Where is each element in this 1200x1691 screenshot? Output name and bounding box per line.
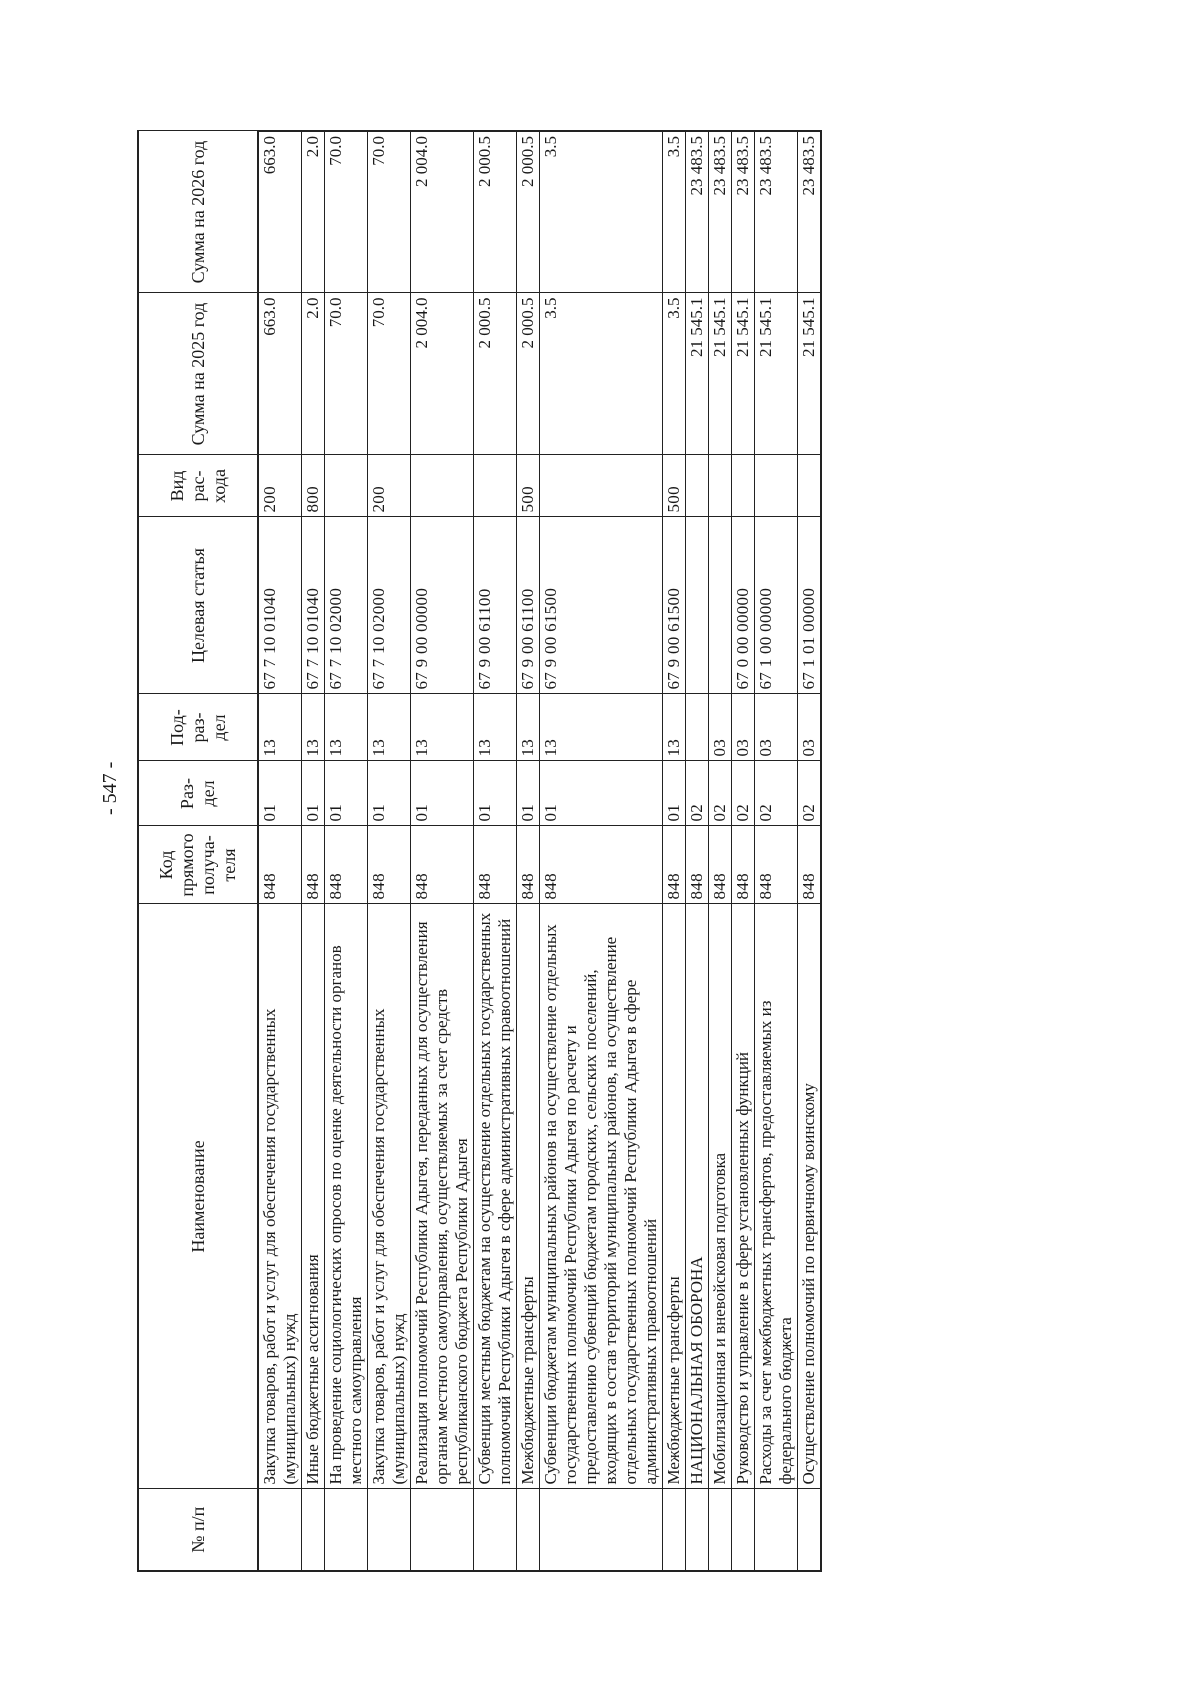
row-expense-type [540,455,663,517]
row-section: 01 [540,761,663,826]
row-name: Межбюджетные трансферты [663,904,686,1489]
row-expense-type [732,455,755,517]
row-sum-2026: 2.0 [302,131,325,293]
row-subsection: 13 [302,694,325,761]
row-num [686,1489,709,1571]
row-recipient-code: 848 [474,826,517,904]
row-subsection: 13 [540,694,663,761]
row-subsection: 13 [325,694,368,761]
row-recipient-code: 848 [325,826,368,904]
row-sum-2026: 2 000.5 [474,131,517,293]
row-expense-type: 500 [517,455,540,517]
row-section: 01 [474,761,517,826]
row-num [663,1489,686,1571]
row-section: 01 [302,761,325,826]
header-name: Наименование [138,904,258,1489]
row-name: Закупка товаров, работ и услуг для обеспечения государственных (муниципальных) нужд [258,904,302,1489]
row-target-article: 67 7 10 01040 [302,517,325,694]
row-num [540,1489,663,1571]
row-section: 01 [663,761,686,826]
row-expense-type [474,455,517,517]
row-recipient-code: 848 [798,826,822,904]
table-row [686,131,709,1571]
row-sum-2026: 3.5 [663,131,686,293]
row-sum-2026: 70.0 [368,131,411,293]
row-name: Осуществление полномочий по первичному воинскому [798,904,822,1489]
table-row [411,131,474,1571]
row-num [258,1489,302,1571]
row-num [325,1489,368,1571]
row-section: 02 [755,761,798,826]
row-target-article [686,517,709,694]
row-name: Иные бюджетные ассигнования [302,904,325,1489]
row-expense-type [325,455,368,517]
table-header-row [138,131,258,1571]
row-sum-2026: 3.5 [540,131,663,293]
row-subsection: 13 [517,694,540,761]
budget-table-wrapper [137,132,1062,1572]
table-row [474,131,517,1571]
row-subsection [686,694,709,761]
row-recipient-code: 848 [368,826,411,904]
row-sum-2025: 21 545.1 [755,293,798,455]
row-num [368,1489,411,1571]
row-sum-2025: 21 545.1 [732,293,755,455]
row-target-article: 67 9 00 61500 [663,517,686,694]
row-sum-2025: 21 545.1 [686,293,709,455]
header-num: № п/п [138,1489,258,1571]
row-expense-type: 200 [258,455,302,517]
row-subsection: 03 [798,694,822,761]
row-sum-2025: 70.0 [368,293,411,455]
row-name: НАЦИОНАЛЬНАЯ ОБОРОНА [686,904,709,1489]
row-subsection: 13 [411,694,474,761]
row-recipient-code: 848 [686,826,709,904]
row-sum-2026: 663.0 [258,131,302,293]
row-num [798,1489,822,1571]
row-name: Расходы за счет межбюджетных трансфертов, предоставляемых из федерального бюджета [755,904,798,1489]
table-row [732,131,755,1571]
row-num [474,1489,517,1571]
row-section: 02 [732,761,755,826]
row-section: 01 [258,761,302,826]
row-subsection: 03 [755,694,798,761]
header-sum2026: Сумма на 2026 год [138,131,258,293]
row-expense-type: 500 [663,455,686,517]
row-subsection: 13 [368,694,411,761]
row-sum-2026: 2 004.0 [411,131,474,293]
row-target-article: 67 9 00 61100 [474,517,517,694]
row-name: Закупка товаров, работ и услуг для обеспечения государственных (муниципальных) нужд [368,904,411,1489]
row-sum-2025: 3.5 [663,293,686,455]
row-target-article: 67 7 10 02000 [325,517,368,694]
page-number: - 547 - [99,761,121,815]
row-section: 01 [517,761,540,826]
row-num [732,1489,755,1571]
row-name: Субвенции местным бюджетам на осуществление отдельных государственных полномочий Республики Адыгея в сфере административных правоотношений [474,904,517,1489]
table-row [325,131,368,1571]
row-sum-2026: 70.0 [325,131,368,293]
row-sum-2026: 23 483.5 [755,131,798,293]
row-section: 01 [325,761,368,826]
row-recipient-code: 848 [258,826,302,904]
row-expense-type [798,455,822,517]
row-sum-2025: 2.0 [302,293,325,455]
row-sum-2025: 70.0 [325,293,368,455]
row-recipient-code: 848 [663,826,686,904]
table-row [663,131,686,1571]
table-row [709,131,732,1571]
row-section: 01 [368,761,411,826]
row-subsection: 03 [732,694,755,761]
row-target-article: 67 7 10 02000 [368,517,411,694]
table-row [798,131,822,1571]
row-recipient-code: 848 [755,826,798,904]
row-num [517,1489,540,1571]
row-num [302,1489,325,1571]
row-sum-2026: 23 483.5 [798,131,822,293]
row-sum-2025: 2 000.5 [517,293,540,455]
header-recipient: Код прямого получа- теля [138,826,258,904]
row-sum-2025: 21 545.1 [798,293,822,455]
row-target-article: 67 1 01 00000 [798,517,822,694]
row-expense-type: 800 [302,455,325,517]
header-target: Целевая статья [138,517,258,694]
row-sum-2025: 663.0 [258,293,302,455]
row-sum-2026: 23 483.5 [732,131,755,293]
row-target-article: 67 7 10 01040 [258,517,302,694]
row-section: 02 [686,761,709,826]
row-recipient-code: 848 [302,826,325,904]
row-expense-type [709,455,732,517]
row-num [709,1489,732,1571]
row-subsection: 13 [474,694,517,761]
table-row [517,131,540,1571]
row-target-article: 67 9 00 61500 [540,517,663,694]
row-expense-type [686,455,709,517]
header-sum2025: Сумма на 2025 год [138,293,258,455]
table-row [258,131,302,1571]
row-sum-2025: 3.5 [540,293,663,455]
row-num [755,1489,798,1571]
row-sum-2025: 2 004.0 [411,293,474,455]
header-section: Раз- дел [138,761,258,826]
row-subsection: 13 [258,694,302,761]
row-subsection: 03 [709,694,732,761]
row-target-article: 67 1 00 00000 [755,517,798,694]
table-row [368,131,411,1571]
table-row [302,131,325,1571]
row-section: 02 [709,761,732,826]
row-sum-2026: 23 483.5 [686,131,709,293]
table-row [755,131,798,1571]
table-row [540,131,663,1571]
row-expense-type [411,455,474,517]
row-name: Руководство и управление в сфере установленных функций [732,904,755,1489]
row-target-article: 67 9 00 00000 [411,517,474,694]
row-sum-2026: 2 000.5 [517,131,540,293]
row-name: Мобилизационная и вневойсковая подготовка [709,904,732,1489]
row-recipient-code: 848 [709,826,732,904]
row-expense-type: 200 [368,455,411,517]
row-sum-2025: 21 545.1 [709,293,732,455]
row-target-article: 67 9 00 61100 [517,517,540,694]
row-sum-2026: 23 483.5 [709,131,732,293]
budget-table [137,130,822,1572]
row-num [411,1489,474,1571]
row-name: Межбюджетные трансферты [517,904,540,1489]
row-target-article: 67 0 00 00000 [732,517,755,694]
row-section: 02 [798,761,822,826]
row-expense-type [755,455,798,517]
header-subsection: Под- раз- дел [138,694,258,761]
row-target-article [709,517,732,694]
row-name: Реализация полномочий Республики Адыгея, переданных для осуществления органам местного самоуправления, осуществляемых за счет средств республиканского бюджета Республики Адыгея [411,904,474,1489]
row-subsection: 13 [663,694,686,761]
row-recipient-code: 848 [732,826,755,904]
row-recipient-code: 848 [540,826,663,904]
row-section: 01 [411,761,474,826]
row-name: Субвенции бюджетам муниципальных районов на осуществление отдельных государственных полномочий Республики Адыгея по расчету и предоставлению субвенций бюджетам городских, сельских поселений, входящих в состав территорий муниципальных районов, на осуществление отдельных государственных полномочий Республики Адыгея в сфере административных правоотношений [540,904,663,1489]
row-recipient-code: 848 [411,826,474,904]
header-expense: Вид рас- хода [138,455,258,517]
row-recipient-code: 848 [517,826,540,904]
row-name: На проведение социологических опросов по оценке деятельности органов местного самоуправления [325,904,368,1489]
row-sum-2025: 2 000.5 [474,293,517,455]
